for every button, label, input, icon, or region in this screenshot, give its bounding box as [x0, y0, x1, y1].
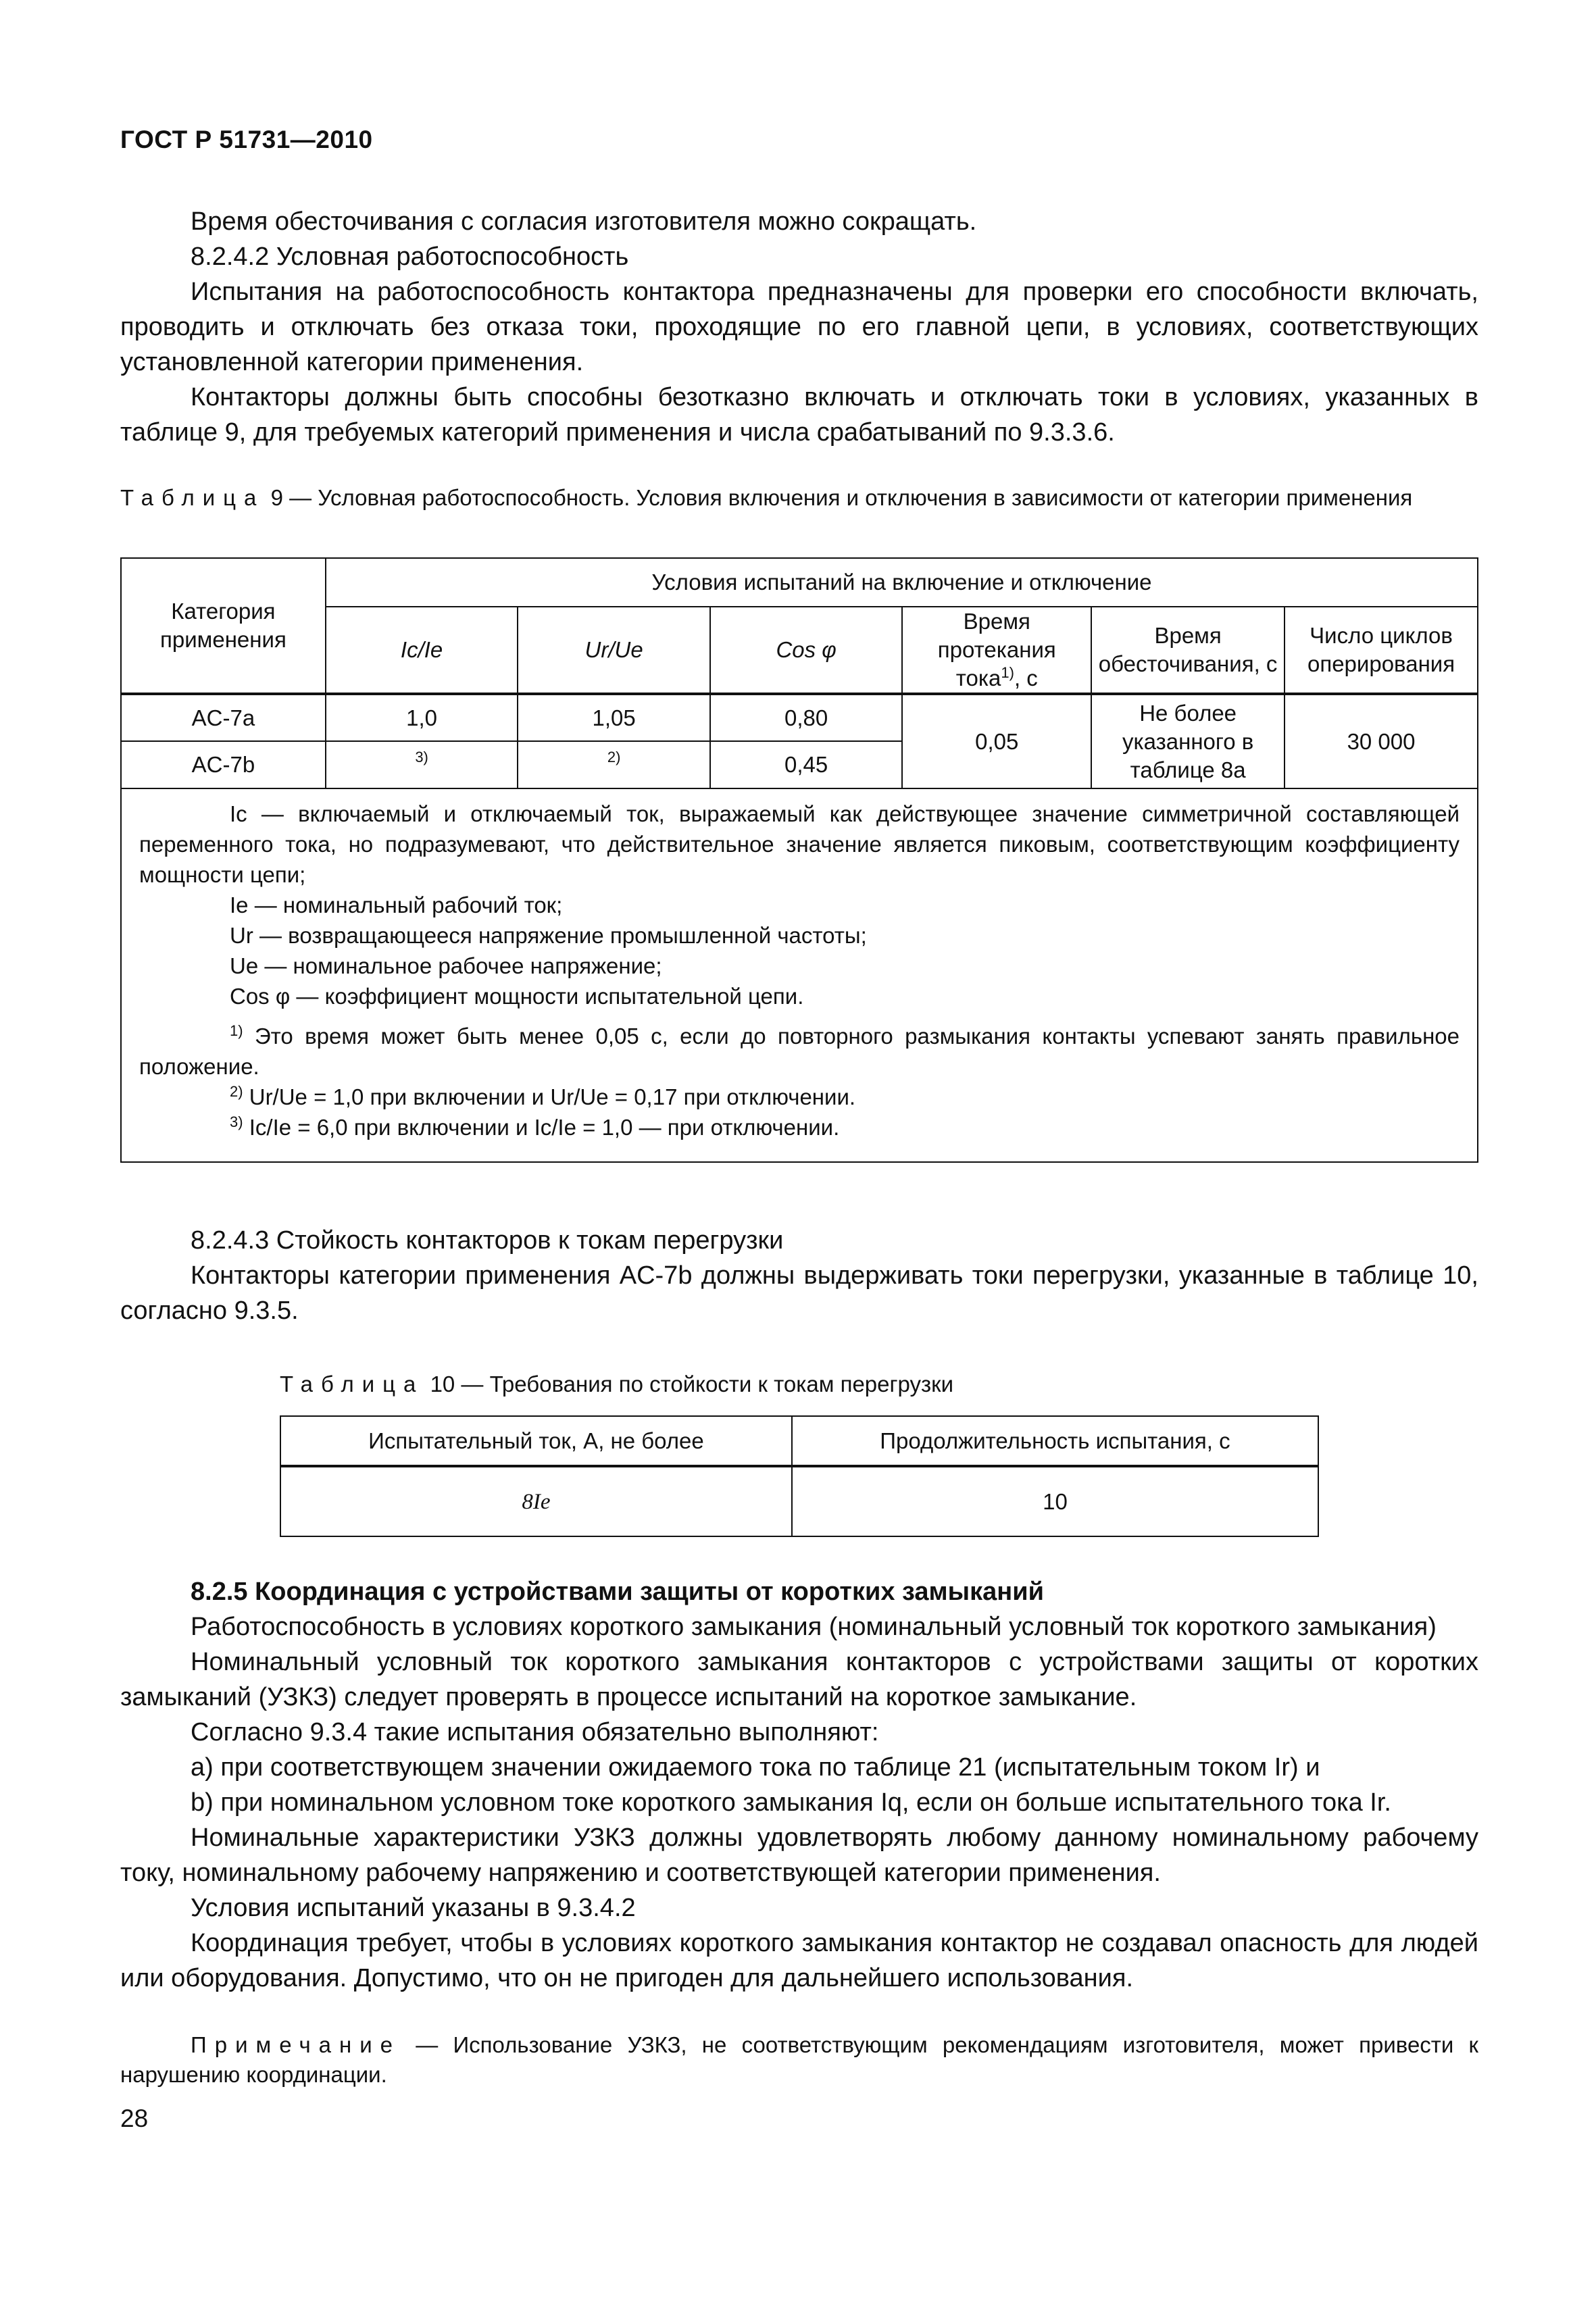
footnote-1: $^{1)}$ Это время может быть менее 0,05 с, если до повторного размыкания контакты успевают занять правильное положение.	[139, 1022, 1460, 1079]
table9-cell-cycles: 30 000	[1285, 694, 1478, 788]
paragraph: Контакторы категории применения AC-7b должны выдерживать токи перегрузки, указанные в таблице 10, согласно 9.3.5.	[120, 1261, 1478, 1325]
note-ue: Ue — номинальное рабочее напряжение;	[230, 953, 662, 978]
table-row	[121, 694, 1478, 741]
paragraph: Номинальные характеристики УЗКЗ должны удовлетворять любому данному номинальному рабочему току, номинальному рабочему напряжению и соответствующей категории применения.	[120, 1823, 1478, 1887]
table9-cell-time-flow: 0,05	[902, 694, 1091, 788]
section-heading: 8.2.5 Координация с устройствами защиты от коротких замыканий	[191, 1578, 1044, 1606]
table9-caption	[120, 483, 1478, 513]
table9-header-time-flow: Время протекания тока$^{1)}$, с	[902, 607, 1091, 694]
note-text: — Использование УЗКЗ, не соответствующим рекомендациям изготовителя, может привести к нарушению координации.	[120, 2032, 1478, 2087]
table9-cell-category: AC-7a	[121, 694, 326, 741]
table10-caption-text: 10 — Требования по стойкости к токам перегрузки	[430, 1372, 954, 1397]
table9-notes	[121, 788, 1478, 1162]
paragraph: Время обесточивания с согласия изготовителя можно сокращать.	[191, 207, 977, 236]
note-ur: Ur — возвращающееся напряжение промышленной частоты;	[230, 923, 867, 948]
note-ie: Ie — номинальный рабочий ток;	[230, 892, 563, 917]
table9-header-cos: Cos φ	[710, 607, 902, 694]
table9-cell-ic-ie: 1,0	[326, 694, 518, 741]
table10-header-current: Испытательный ток, А, не более	[280, 1416, 792, 1466]
table9-caption-text: 9 — Условная работоспособность. Условия включения и отключения в зависимости от категории применения	[270, 485, 1413, 510]
paragraph: Номинальный условный ток короткого замыкания контакторов с устройствами защиты от коротких замыканий (УЗКЗ) следует проверять в процессе испытаний на короткое замыкание.	[120, 1648, 1478, 1711]
note-ic: Ic — включаемый и отключаемый ток, выражаемый как действующее значение симметричной составляющей переменного тока, но подразумевают, что действительное значение является пиковым, соответствующим коэффициенту мощности цепи;	[139, 801, 1460, 887]
subsection-heading: 8.2.4.3 Стойкость контакторов к токам перегрузки	[191, 1226, 784, 1255]
list-item: b) при номинальном условном токе короткого замыкания Iq, если он больше испытательного тока Ir.	[191, 1788, 1391, 1817]
note-label: Примечание	[191, 2032, 401, 2057]
intro-text	[120, 204, 1478, 450]
table9-caption-label: Таблица	[120, 485, 265, 510]
table9-cell-ur-ue: 2)	[518, 741, 710, 788]
table9-cell-ur-ue: 1,05	[518, 694, 710, 741]
section-8-2-5	[120, 1574, 1478, 1996]
table9-cell-cos: 0,80	[710, 694, 902, 741]
table9-header-category: Категория применения	[121, 558, 326, 694]
table10-cell-current: 8Ie	[280, 1466, 792, 1536]
table10-header-duration: Продолжительность испытания, с	[792, 1416, 1318, 1466]
table9	[120, 557, 1478, 1163]
paragraph: Координация требует, чтобы в условиях короткого замыкания контактор не создавал опасность для людей или оборудования. Допустимо, что он не пригоден для дальнейшего использования.	[120, 1929, 1478, 1992]
table9-cell-cos: 0,45	[710, 741, 902, 788]
paragraph: Контакторы должны быть способны безотказно включать и отключать токи в условиях, указанных в таблице 9, для требуемых категорий применения и числа срабатываний по 9.3.3.6.	[120, 383, 1478, 447]
subsection-heading: 8.2.4.2 Условная работоспособность	[191, 243, 629, 271]
table-row	[280, 1466, 1318, 1536]
table9-header-group: Условия испытаний на включение и отключение	[326, 558, 1478, 607]
table9-cell-ic-ie: 3)	[326, 741, 518, 788]
footnote-3: $^{3)}$ Ic/Ie = 6,0 при включении и Ic/Ie = 1,0 — при отключении.	[230, 1113, 840, 1140]
note-cos: Cos φ — коэффициент мощности испытательной цепи.	[230, 984, 804, 1009]
table10-caption	[280, 1369, 1361, 1399]
table9-cell-time-off: Не более указанного в таблице 8а	[1091, 694, 1285, 788]
section-8-2-4-3	[120, 1223, 1478, 1328]
paragraph: Работоспособность в условиях короткого замыкания (номинальный условный ток короткого замыкания)	[191, 1613, 1437, 1641]
table9-header-ur-ue: Ur/Ue	[518, 607, 710, 694]
paragraph: Испытания на работоспособность контактора предназначены для проверки его способности включать, проводить и отключать без отказа токи, проходящие по его главной цепи, в условиях, соответствующих установленной категории применения.	[120, 278, 1478, 376]
table9-cell-category: AC-7b	[121, 741, 326, 788]
table9-header-time-off: Время обесточивания, с	[1091, 607, 1285, 694]
table10-caption-label: Таблица	[280, 1372, 424, 1397]
table9-header-cycles: Число циклов оперирования	[1285, 607, 1478, 694]
paragraph: Согласно 9.3.4 такие испытания обязательно выполняют:	[191, 1718, 879, 1746]
table9-header-ic-ie: Ic/Ie	[326, 607, 518, 694]
table10-cell-duration: 10	[792, 1466, 1318, 1536]
document-code-header: ГОСТ Р 51731—2010	[120, 126, 373, 153]
table10	[280, 1415, 1319, 1537]
page-number: 28	[120, 2105, 149, 2132]
paragraph: Условия испытаний указаны в 9.3.4.2	[191, 1894, 636, 1922]
note	[120, 2030, 1478, 2090]
footnote-2: $^{2)}$ Ur/Ue = 1,0 при включении и Ur/Ue = 0,17 при отключении.	[230, 1083, 856, 1109]
list-item: a) при соответствующем значении ожидаемого тока по таблице 21 (испытательным током Ir) и	[191, 1753, 1320, 1782]
